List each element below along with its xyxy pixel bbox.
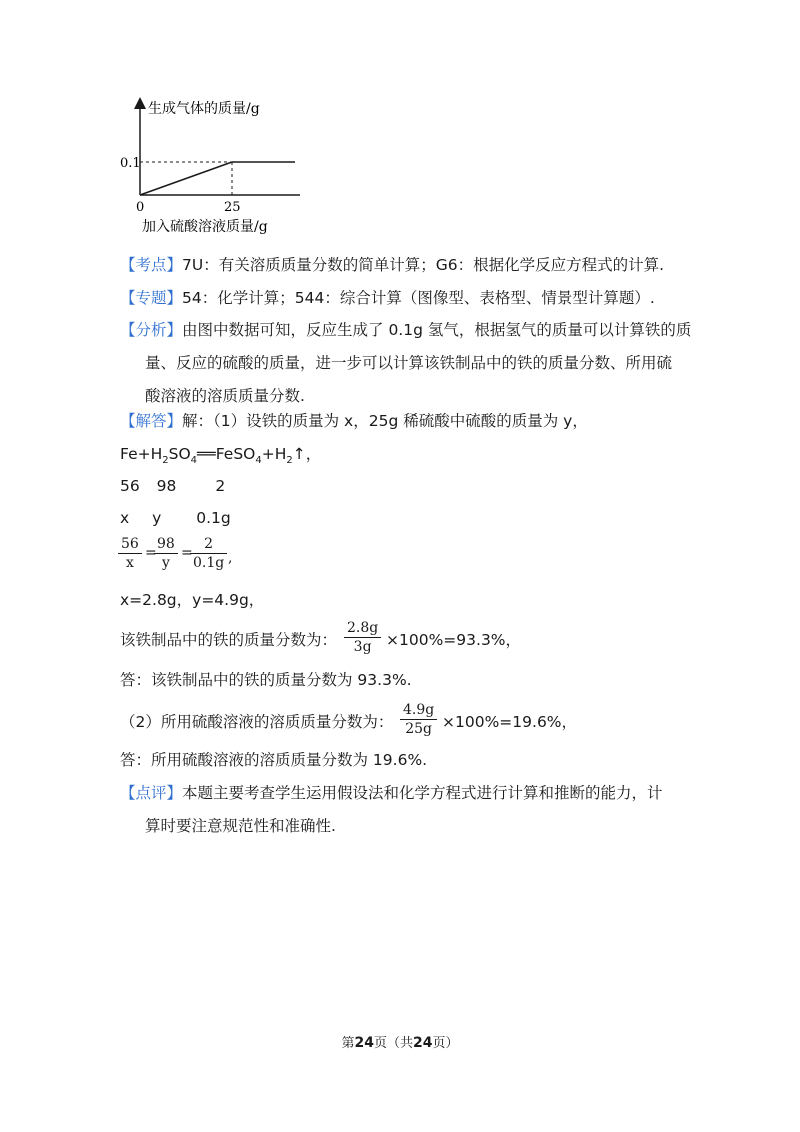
eq-sign: =: [181, 545, 193, 561]
eq-part: Fe+H: [120, 445, 163, 463]
frac-den: y: [161, 555, 170, 571]
page-number: 24: [354, 1035, 374, 1051]
x-tick-label: 25: [224, 200, 241, 215]
curve-rising: [140, 162, 232, 195]
fraction-line-1: [120, 620, 620, 660]
eq-sign: =: [145, 545, 157, 561]
ratio-frac-1: [118, 536, 142, 572]
frac-den: 25g: [405, 721, 432, 737]
fenxi-line3: 酸溶液的溶质质量分数.: [145, 387, 305, 405]
frac-den: 3g: [353, 639, 372, 655]
eq-part: ══FeSO: [197, 445, 256, 463]
frac-num: 4.9g: [400, 702, 437, 720]
dianping-line2: 算时要注意规范性和准确性.: [145, 817, 336, 835]
eq-part: ↑，: [292, 445, 322, 463]
answer-1: 答：该铁制品中的铁的质量分数为 93.3%.: [120, 671, 412, 689]
frac1-suffix: ×100%=93.3%，: [386, 631, 522, 649]
kaodian-tag: 【考点】: [120, 256, 183, 274]
frac-num: 2: [190, 536, 227, 554]
frac1-prefix: 该铁制品中的铁的质量分数为：: [120, 631, 338, 649]
jieda-tag: 【解答】: [120, 412, 183, 430]
fenxi-line1: [120, 320, 691, 340]
fenxi-tag: 【分析】: [120, 321, 183, 339]
fenxi-text-1: 由图中数据可知，反应生成了 0.1g 氢气，根据氢气的质量可以计算铁的质: [182, 321, 692, 339]
frac-den: x: [125, 555, 134, 571]
answer-2: 答：所用硫酸溶液的溶质质量分数为 19.6%.: [120, 751, 428, 769]
mass-h2: 2: [215, 477, 226, 495]
eq-sub: 2: [162, 455, 169, 467]
chemical-equation: [120, 444, 321, 471]
zhuanti-line: [120, 288, 655, 308]
comma: ,: [228, 550, 233, 566]
page-total: 24: [413, 1035, 433, 1051]
acid-fraction: [400, 702, 437, 738]
frac-num: 56: [118, 536, 142, 554]
ratio-frac-2: [154, 536, 178, 572]
footer-text: 页）: [432, 1036, 459, 1051]
dianping-tag: 【点评】: [120, 784, 183, 802]
x-axis-label: 加入硫酸溶液质量/g: [142, 219, 268, 235]
footer-text: 页（共: [373, 1036, 413, 1051]
eq-sub: 2: [286, 455, 293, 467]
fraction-line-2: [120, 702, 640, 742]
frac-num: 2.8g: [344, 620, 381, 638]
frac-den: 0.1g: [193, 555, 225, 571]
unknowns-line: [120, 508, 231, 528]
zhuanti-text: 54：化学计算；544：综合计算（图像型、表格型、情景型计算题）.: [182, 289, 655, 307]
frac-num: 98: [154, 536, 178, 554]
eq-sub: 4: [255, 455, 262, 467]
mass-fe: 56: [120, 477, 140, 495]
kaodian-line: [120, 255, 664, 275]
eq-part: SO: [168, 445, 191, 463]
mass-h2so4: 98: [156, 477, 177, 495]
molar-masses-line: [120, 476, 225, 496]
result-line: x=2.8g，y=4.9g，: [120, 591, 265, 609]
ratio-equation: [118, 536, 238, 576]
frac2-prefix: （2）所用硫酸溶液的溶质质量分数为：: [120, 713, 394, 731]
zhuanti-tag: 【专题】: [120, 289, 183, 307]
unknown-x: x: [120, 509, 130, 527]
iron-fraction: [344, 620, 381, 656]
dianping-text-1: 本题主要考查学生运用假设法和化学方程式进行计算和推断的能力，计: [182, 784, 663, 802]
jieda-line: [120, 411, 588, 431]
jieda-intro: 解：（1）设铁的质量为 x，25g 稀硫酸中硫酸的质量为 y，: [182, 412, 588, 430]
page-footer: [0, 1032, 800, 1051]
dianping-line1: [120, 783, 663, 803]
ratio-frac-3: [190, 536, 227, 572]
origin-label: 0: [136, 200, 145, 215]
unknown-h2: 0.1g: [196, 509, 231, 527]
footer-text: 第: [341, 1036, 355, 1051]
unknown-y: y: [152, 509, 162, 527]
frac2-suffix: ×100%=19.6%，: [442, 713, 578, 731]
eq-sub: 4: [190, 455, 198, 467]
reaction-graph: [120, 95, 320, 240]
fenxi-line2: 量、反应的硫酸的质量，进一步可以计算该铁制品中的铁的质量分数、所用硫: [145, 354, 673, 372]
y-axis-label: 生成气体的质量/g: [148, 101, 260, 117]
eq-part: +H: [261, 445, 287, 463]
kaodian-text: 7U：有关溶质质量分数的简单计算；G6：根据化学反应方程式的计算.: [182, 256, 665, 274]
y-tick-label: 0.1: [120, 156, 141, 171]
